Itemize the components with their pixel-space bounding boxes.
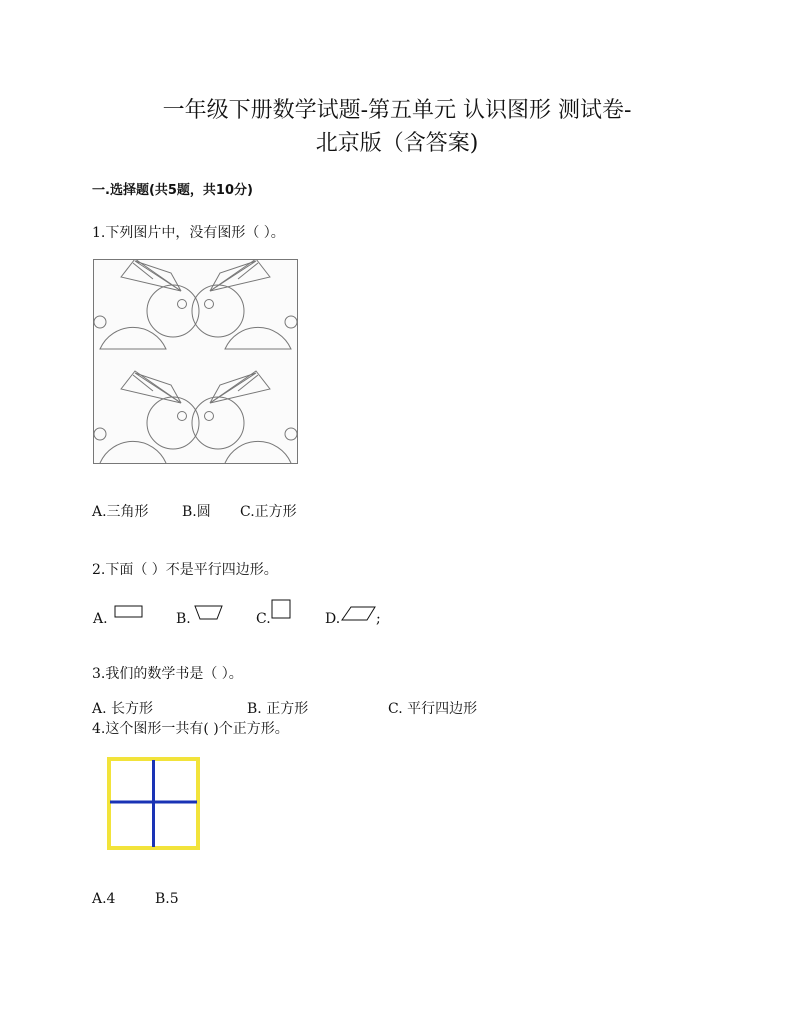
question-1-option-b[interactable]: B.圆 (182, 504, 211, 520)
page-title-line-2: 北京版（含答案) (315, 131, 479, 156)
question-2-option-a[interactable]: A. (93, 611, 108, 627)
trapezoid-shape-icon (194, 605, 224, 621)
question-2-text: 2.下面（ ）不是平行四边形。 (92, 562, 278, 578)
question-4-option-b[interactable]: B.5 (155, 891, 179, 907)
question-2-trailing-mark: ; (376, 611, 381, 627)
section-heading: 一.选择题(共5题，共10分) (92, 183, 253, 198)
question-3-option-b[interactable]: B. 正方形 (247, 701, 309, 717)
question-3-text: 3.我们的数学书是（ ）。 (92, 666, 243, 682)
question-2-option-c[interactable]: C. (256, 611, 271, 627)
question-1-option-a[interactable]: A.三角形 (92, 504, 149, 520)
question-1-figure (93, 259, 298, 464)
page-title-line-1: 一年级下册数学试题-第五单元 认识图形 测试卷- (162, 98, 632, 123)
question-3-option-a[interactable]: A. 长方形 (92, 701, 154, 717)
parallelogram-shape-icon (341, 606, 377, 622)
question-2-option-b[interactable]: B. (176, 611, 191, 627)
question-3-option-c[interactable]: C. 平行四边形 (388, 701, 478, 717)
question-4-option-a[interactable]: A.4 (92, 891, 116, 907)
square-shape-icon (271, 599, 293, 621)
question-1-text: 1.下列图片中，没有图形（ ）。 (92, 225, 285, 241)
question-2-option-d[interactable]: D. (325, 611, 341, 627)
question-4-figure (107, 757, 200, 850)
rectangle-shape-icon (114, 605, 144, 619)
question-4-text: 4.这个图形一共有( )个正方形。 (92, 721, 289, 737)
question-1-option-c[interactable]: C.正方形 (240, 504, 297, 520)
